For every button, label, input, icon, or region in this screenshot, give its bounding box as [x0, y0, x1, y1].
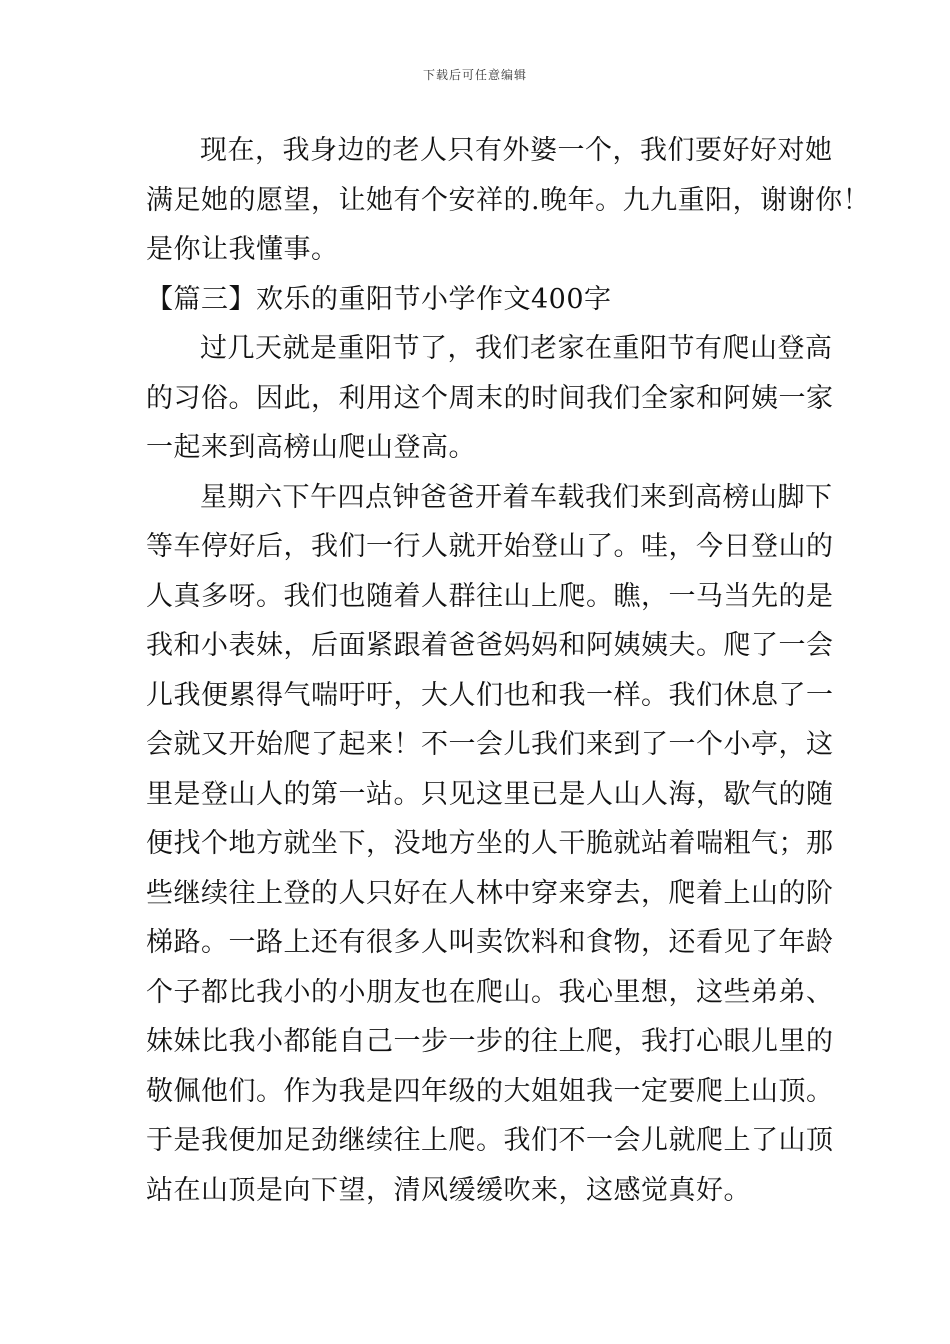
- paragraph-line: 些继续往上登的人只好在人林中穿来穿去，爬着上山的阶: [146, 877, 834, 909]
- paragraph-line: 人真多呀。我们也随着人群往山上爬。瞧，一马当先的是: [146, 580, 834, 612]
- paragraph-line: 现在，我身边的老人只有外婆一个，我们要好好对她: [200, 135, 833, 166]
- paragraph-line: 的习俗。因此，利用这个周末的时间我们全家和阿姨一家: [146, 382, 834, 414]
- paragraph-line: 妹妹比我小都能自己一步一步的往上爬，我打心眼儿里的: [146, 1026, 834, 1057]
- paragraph-line: 里是登山人的第一站。只见这里已是人山人海，歇气的随: [146, 778, 834, 810]
- paragraph-line: 满足她的愿望，让她有个安祥的.晚年。九九重阳，谢谢你！: [146, 184, 871, 216]
- document-body: [146, 126, 871, 1215]
- paragraph-line: 便找个地方就坐下，没地方坐的人干脆就站着喘粗气；那: [146, 828, 834, 859]
- paragraph-line: 站在山顶是向下望，清风缓缓吹来，这感觉真好。: [146, 1174, 751, 1206]
- paragraph-line: 于是我便加足劲继续往上爬。我们不一会儿就爬上了山顶: [146, 1125, 834, 1156]
- paragraph-line: 过几天就是重阳节了，我们老家在重阳节有爬山登高: [200, 333, 833, 364]
- paragraph-line: 儿我便累得气喘吁吁，大人们也和我一样。我们休息了一: [146, 679, 834, 711]
- paragraph-line: 一起来到高榜山爬山登高。: [146, 432, 476, 463]
- paragraph-line: 星期六下午四点钟爸爸开着车载我们来到高榜山脚下: [200, 481, 833, 513]
- paragraph-line: 等车停好后，我们一行人就开始登山了。哇，今日登山的: [146, 531, 834, 562]
- paragraph-line: 敬佩他们。作为我是四年级的大姐姐我一定要爬上山顶。: [146, 1075, 834, 1107]
- paragraph-line: 是你让我懂事。: [146, 234, 339, 265]
- section-heading: 【篇三】欢乐的重阳节小学作文400字: [146, 283, 612, 315]
- paragraph-line: 个子都比我小的小朋友也在爬山。我心里想，这些弟弟、: [146, 976, 834, 1008]
- header-note: 下载后可任意编辑: [422, 68, 527, 82]
- paragraph-line: 会就又开始爬了起来！不一会儿我们来到了一个小亭，这: [146, 729, 834, 760]
- paragraph-line: 梯路。一路上还有很多人叫卖饮料和食物，还看见了年龄: [146, 927, 834, 958]
- paragraph-line: 我和小表妹，后面紧跟着爸爸妈妈和阿姨姨夫。爬了一会: [146, 630, 834, 661]
